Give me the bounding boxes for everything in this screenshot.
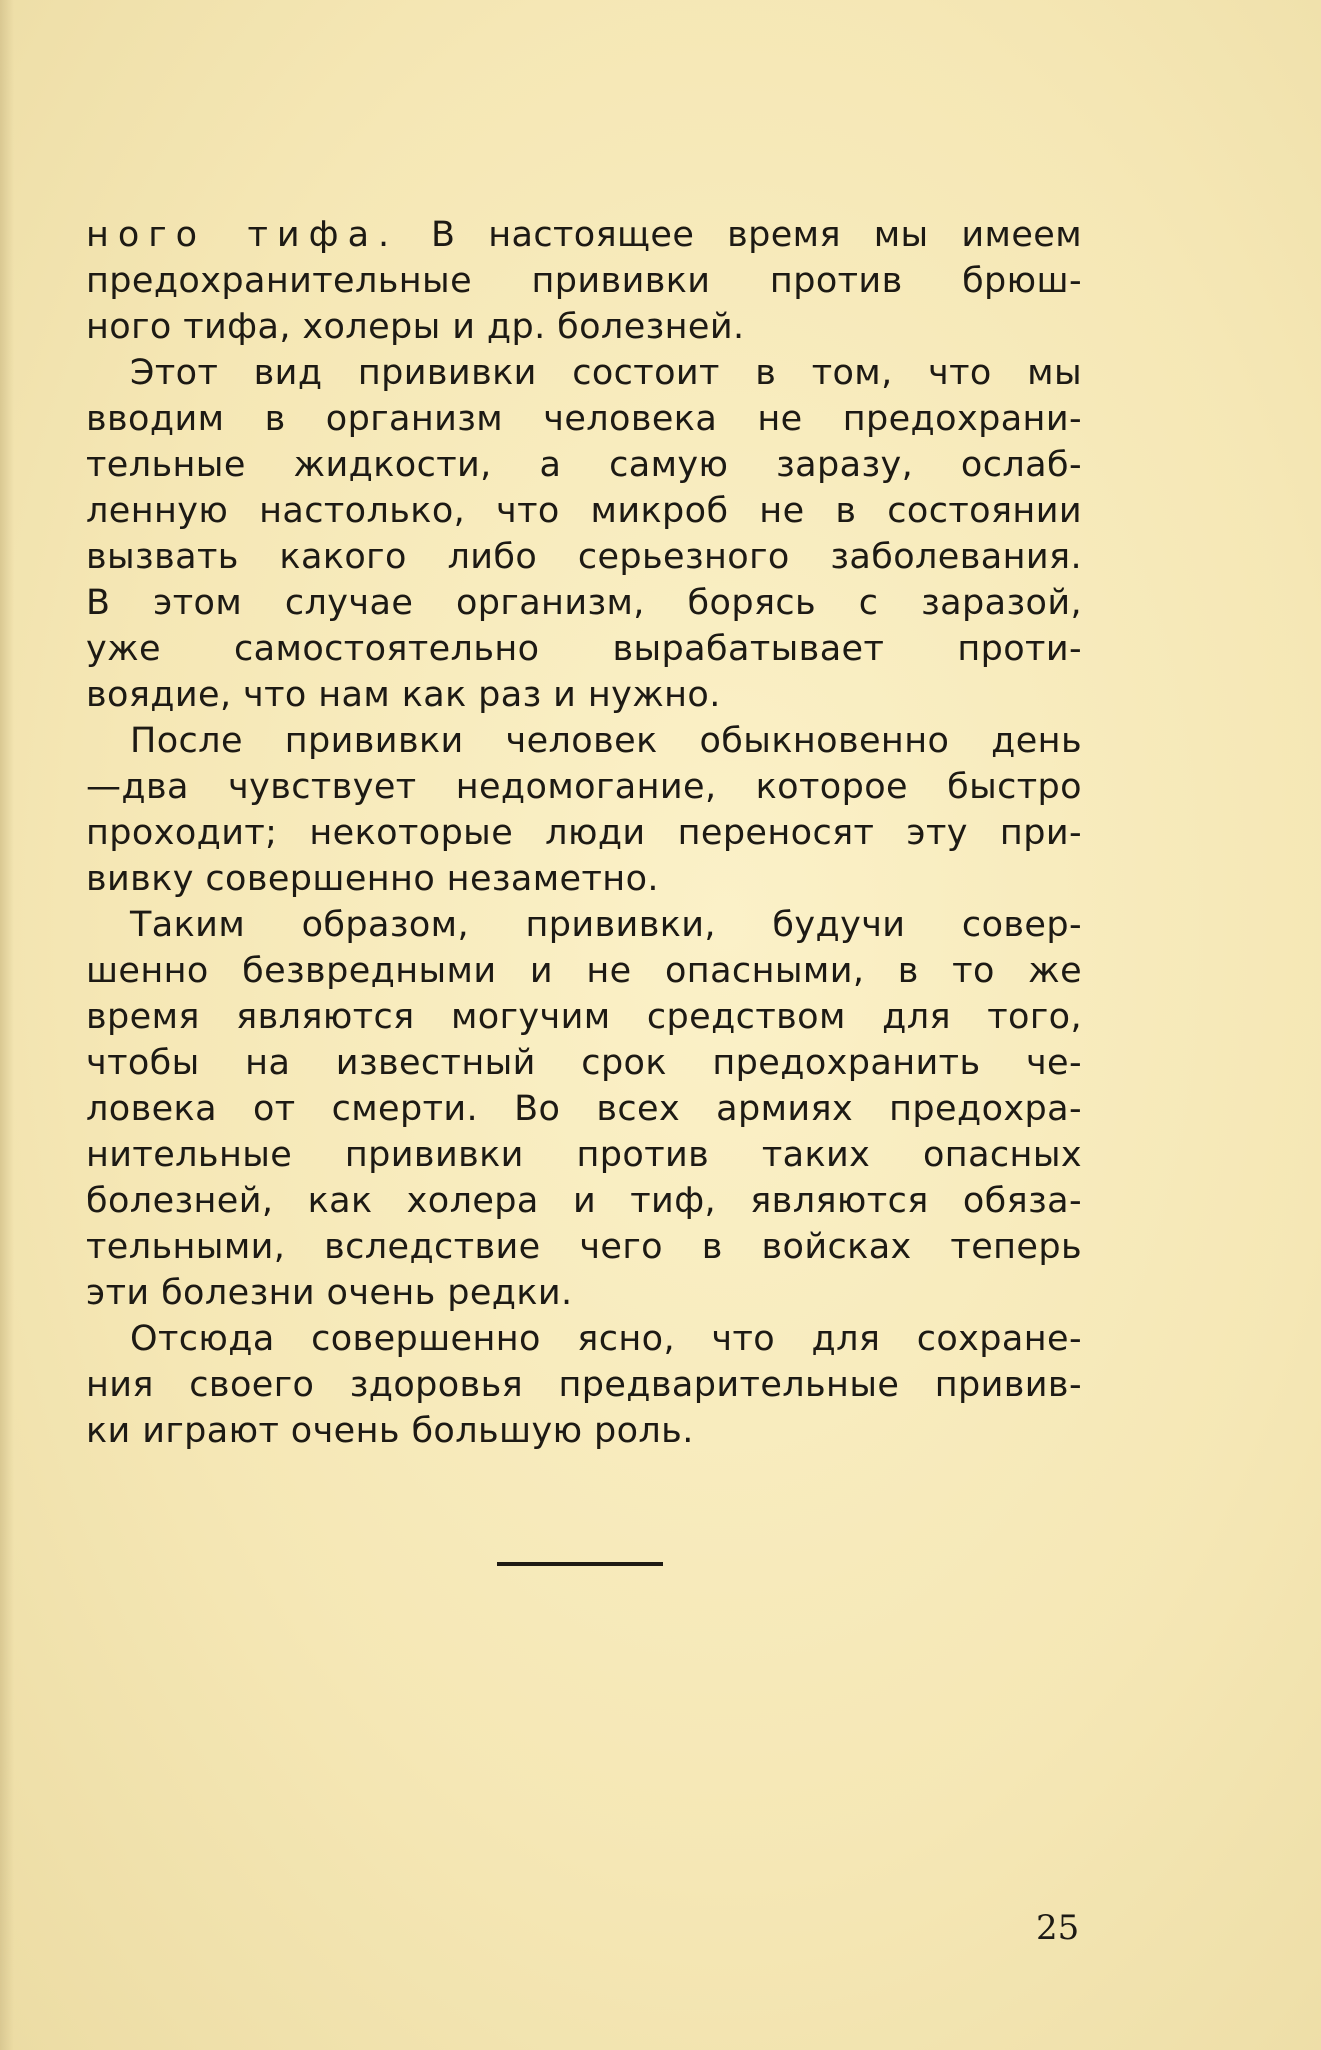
section-end-rule <box>497 1562 663 1566</box>
text-line: проходит; некоторые люди переносят эту при- <box>86 813 1082 853</box>
text-line: ки играют очень большую роль. <box>86 1411 694 1451</box>
text-line: ного тифа, холеры и др. болезней. <box>86 307 745 347</box>
text-line <box>86 212 1082 258</box>
text-line: нительные прививки против таких опасных <box>86 1135 1082 1175</box>
page-number: 25 <box>1036 1908 1080 1948</box>
text-line: ния своего здоровья предварительные привив- <box>86 1365 1082 1405</box>
text-line: чтобы на известный срок предохранить че- <box>86 1043 1082 1083</box>
page-left-edge <box>0 0 14 2050</box>
text-line: вивку совершенно незаметно. <box>86 859 659 899</box>
text-line: ленную настолько, что микроб не в состоянии <box>86 491 1082 531</box>
text-line: шенно безвредными и не опасными, в то же <box>86 951 1082 991</box>
line-text: В настоящее время мы имеем <box>398 215 1082 255</box>
text-line: вводим в организм человека не предохрани- <box>86 399 1082 439</box>
text-line: Отсюда совершенно ясно, что для сохране- <box>130 1319 1082 1359</box>
text-line: уже самостоятельно вырабатывает проти- <box>86 629 1082 669</box>
text-line: тельные жидкости, а самую заразу, ослаб- <box>86 445 1082 485</box>
text-line: эти болезни очень редки. <box>86 1273 573 1313</box>
text-line: вызвать какого либо серьезного заболевания. <box>86 537 1082 577</box>
text-line: Таким образом, прививки, будучи совер- <box>130 905 1082 945</box>
text-line: —два чувствует недомогание, которое быстро <box>86 767 1082 807</box>
text-line: После прививки человек обыкновенно день <box>130 721 1082 761</box>
spaced-emphasis: ного тифа. <box>86 215 399 255</box>
text-line: воядие, что нам как раз и нужно. <box>86 675 721 715</box>
body-text <box>86 212 1082 1454</box>
text-line: ловека от смерти. Во всех армиях предохра- <box>86 1089 1082 1129</box>
text-line: время являются могучим средством для того, <box>86 997 1082 1037</box>
text-line: болезней, как холера и тиф, являются обяза- <box>86 1181 1082 1221</box>
text-line: тельными, вследствие чего в войсках теперь <box>86 1227 1082 1267</box>
text-line: Этот вид прививки состоит в том, что мы <box>130 353 1082 393</box>
text-line: В этом случае организм, борясь с заразой, <box>86 583 1082 623</box>
text-line: предохранительные прививки против брюш- <box>86 261 1082 301</box>
